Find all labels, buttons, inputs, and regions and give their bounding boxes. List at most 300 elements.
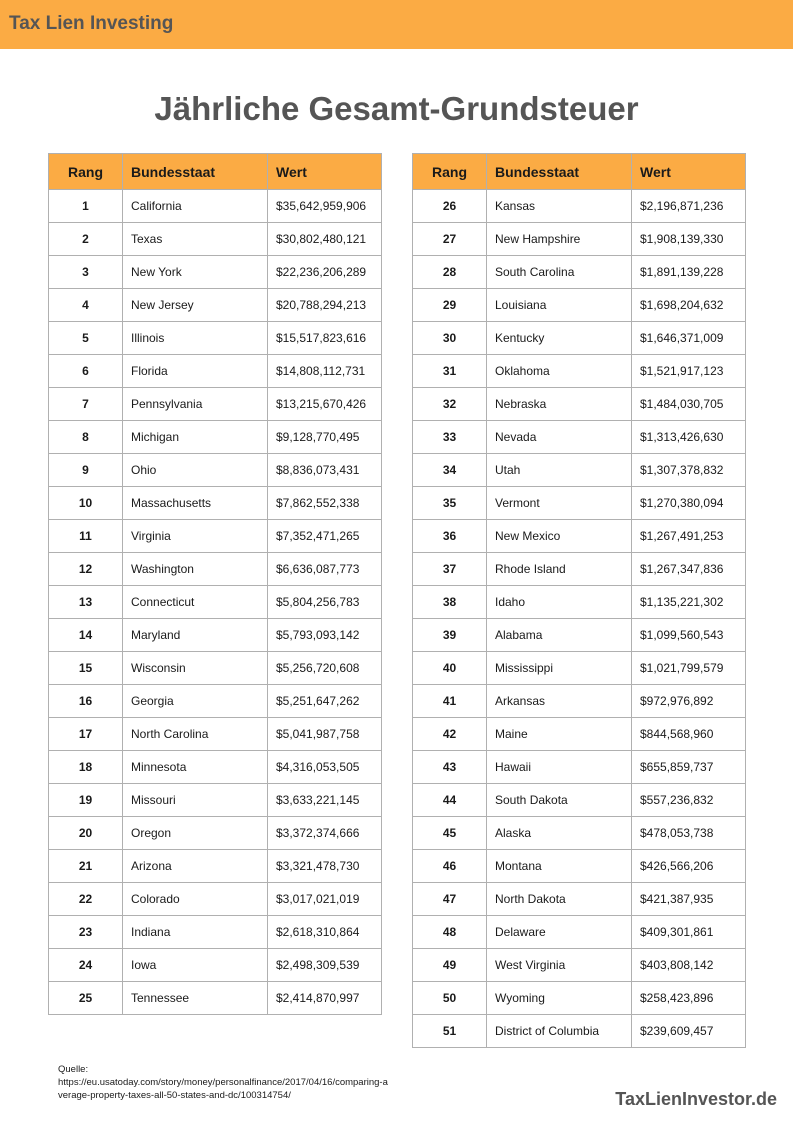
tax-value: $655,859,737 bbox=[640, 760, 714, 774]
state-cell bbox=[487, 520, 632, 553]
rank-cell: 4 bbox=[49, 289, 123, 322]
tax-value: $421,387,935 bbox=[640, 892, 714, 906]
rank-cell: 3 bbox=[49, 256, 123, 289]
value-cell bbox=[268, 553, 382, 586]
rank-cell: 45 bbox=[413, 817, 487, 850]
column-header-rank: Rang bbox=[413, 154, 487, 190]
value-cell bbox=[632, 817, 746, 850]
table-row bbox=[413, 256, 746, 289]
column-header-state bbox=[123, 154, 268, 190]
table-row bbox=[49, 388, 382, 421]
state-name: Texas bbox=[131, 232, 163, 246]
state-name: Pennsylvania bbox=[131, 397, 203, 411]
value-cell bbox=[268, 520, 382, 553]
state-name: Nevada bbox=[495, 430, 537, 444]
rank-cell: 38 bbox=[413, 586, 487, 619]
rank-cell: 51 bbox=[413, 1015, 487, 1048]
rank-cell: 25 bbox=[49, 982, 123, 1015]
rank-cell: 49 bbox=[413, 949, 487, 982]
state-name: Missouri bbox=[131, 793, 176, 807]
tax-value: $5,793,093,142 bbox=[276, 628, 360, 642]
state-name: Rhode Island bbox=[495, 562, 566, 576]
state-name: South Carolina bbox=[495, 265, 575, 279]
table-row bbox=[413, 817, 746, 850]
state-cell bbox=[123, 223, 268, 256]
value-cell bbox=[632, 487, 746, 520]
state-name: Montana bbox=[495, 859, 542, 873]
brand-name: Tax Lien Investing bbox=[9, 13, 174, 34]
state-name: Ohio bbox=[131, 463, 157, 477]
state-name: Utah bbox=[495, 463, 521, 477]
state-name: Georgia bbox=[131, 694, 174, 708]
value-cell bbox=[268, 421, 382, 454]
state-cell bbox=[123, 784, 268, 817]
table-row bbox=[49, 652, 382, 685]
tax-value: $409,301,861 bbox=[640, 925, 714, 939]
tax-value: $1,307,378,832 bbox=[640, 463, 724, 477]
state-cell bbox=[123, 619, 268, 652]
state-name: Mississippi bbox=[495, 661, 554, 675]
state-name: New York bbox=[131, 265, 182, 279]
value-cell bbox=[632, 652, 746, 685]
rank-cell: 34 bbox=[413, 454, 487, 487]
table-row bbox=[49, 223, 382, 256]
state-cell bbox=[487, 388, 632, 421]
tax-value: $1,521,917,123 bbox=[640, 364, 724, 378]
value-cell bbox=[268, 190, 382, 223]
table-row bbox=[413, 916, 746, 949]
state-cell bbox=[487, 718, 632, 751]
state-name: West Virginia bbox=[495, 958, 566, 972]
state-name: Nebraska bbox=[495, 397, 547, 411]
state-cell bbox=[487, 256, 632, 289]
table-row bbox=[49, 421, 382, 454]
table-row bbox=[49, 586, 382, 619]
state-cell bbox=[123, 355, 268, 388]
tax-value: $1,267,347,836 bbox=[640, 562, 724, 576]
table-row bbox=[413, 718, 746, 751]
value-cell bbox=[268, 289, 382, 322]
tax-value: $2,414,870,997 bbox=[276, 991, 360, 1005]
state-cell bbox=[123, 487, 268, 520]
state-name: California bbox=[131, 199, 182, 213]
tax-value: $2,196,871,236 bbox=[640, 199, 724, 213]
column-header-state bbox=[487, 154, 632, 190]
tax-value: $2,498,309,539 bbox=[276, 958, 360, 972]
table-row bbox=[49, 190, 382, 223]
source-url: https://eu.usatoday.com/story/money/personalfinance/2017/04/16/comparing-average-property-taxes-all-50-states-and-dc/100314754/ bbox=[58, 1077, 388, 1101]
rank-cell: 20 bbox=[49, 817, 123, 850]
tax-value: $7,862,552,338 bbox=[276, 496, 360, 510]
rank-cell: 36 bbox=[413, 520, 487, 553]
table-row bbox=[413, 421, 746, 454]
rank-cell: 26 bbox=[413, 190, 487, 223]
rank-cell: 30 bbox=[413, 322, 487, 355]
state-name: Maryland bbox=[131, 628, 181, 642]
rank-cell: 16 bbox=[49, 685, 123, 718]
value-cell bbox=[632, 553, 746, 586]
tax-value: $3,633,221,145 bbox=[276, 793, 360, 807]
state-cell bbox=[487, 850, 632, 883]
table-row bbox=[413, 388, 746, 421]
rank-cell: 5 bbox=[49, 322, 123, 355]
state-name: Wyoming bbox=[495, 991, 545, 1005]
rank-cell: 13 bbox=[49, 586, 123, 619]
tax-value: $9,128,770,495 bbox=[276, 430, 360, 444]
value-cell bbox=[632, 982, 746, 1015]
source-label: Quelle: bbox=[58, 1064, 89, 1075]
value-cell bbox=[632, 256, 746, 289]
rank-cell: 18 bbox=[49, 751, 123, 784]
rank-cell: 10 bbox=[49, 487, 123, 520]
rank-cell: 35 bbox=[413, 487, 487, 520]
rank-cell: 27 bbox=[413, 223, 487, 256]
state-cell bbox=[487, 553, 632, 586]
value-cell bbox=[268, 949, 382, 982]
rank-cell: 17 bbox=[49, 718, 123, 751]
state-name: Tennessee bbox=[131, 991, 190, 1005]
state-name: Louisiana bbox=[495, 298, 547, 312]
table-row bbox=[49, 322, 382, 355]
state-name: Florida bbox=[131, 364, 168, 378]
state-name: Alabama bbox=[495, 628, 543, 642]
value-cell bbox=[632, 916, 746, 949]
tax-value: $1,891,139,228 bbox=[640, 265, 724, 279]
value-cell bbox=[268, 355, 382, 388]
column-header-state-label: Bundesstaat bbox=[131, 163, 216, 180]
state-cell bbox=[123, 916, 268, 949]
tax-value: $557,236,832 bbox=[640, 793, 714, 807]
tax-value: $1,646,371,009 bbox=[640, 331, 724, 345]
table-row bbox=[413, 619, 746, 652]
state-cell bbox=[123, 553, 268, 586]
tax-value: $844,568,960 bbox=[640, 727, 714, 741]
table-row bbox=[413, 751, 746, 784]
table-row bbox=[413, 949, 746, 982]
state-cell bbox=[123, 982, 268, 1015]
state-cell bbox=[123, 718, 268, 751]
table-row bbox=[413, 322, 746, 355]
state-name: Vermont bbox=[495, 496, 540, 510]
table-row bbox=[413, 784, 746, 817]
value-cell bbox=[268, 256, 382, 289]
state-name: North Dakota bbox=[495, 892, 566, 906]
tax-value: $5,804,256,783 bbox=[276, 595, 360, 609]
state-cell bbox=[487, 817, 632, 850]
value-cell bbox=[632, 850, 746, 883]
state-name: Massachusetts bbox=[131, 496, 212, 510]
state-name: Hawaii bbox=[495, 760, 532, 774]
state-name: Maine bbox=[495, 727, 528, 741]
value-cell bbox=[268, 982, 382, 1015]
state-name: District of Columbia bbox=[495, 1024, 600, 1038]
rank-cell: 48 bbox=[413, 916, 487, 949]
table-row bbox=[49, 883, 382, 916]
value-cell bbox=[632, 289, 746, 322]
rank-cell: 33 bbox=[413, 421, 487, 454]
state-cell bbox=[487, 421, 632, 454]
table-row bbox=[49, 784, 382, 817]
tax-value: $6,636,087,773 bbox=[276, 562, 360, 576]
state-cell bbox=[487, 916, 632, 949]
state-name: Minnesota bbox=[131, 760, 187, 774]
state-cell bbox=[123, 289, 268, 322]
rank-cell: 15 bbox=[49, 652, 123, 685]
table-row bbox=[413, 883, 746, 916]
rank-cell: 7 bbox=[49, 388, 123, 421]
table-row bbox=[49, 982, 382, 1015]
state-cell bbox=[487, 751, 632, 784]
rank-cell: 2 bbox=[49, 223, 123, 256]
value-cell bbox=[632, 784, 746, 817]
table-header-row bbox=[413, 154, 746, 190]
table-row bbox=[49, 850, 382, 883]
value-cell bbox=[632, 454, 746, 487]
rank-cell: 22 bbox=[49, 883, 123, 916]
table-row bbox=[413, 982, 746, 1015]
rank-cell: 11 bbox=[49, 520, 123, 553]
rank-cell: 24 bbox=[49, 949, 123, 982]
state-cell bbox=[123, 586, 268, 619]
table-row bbox=[413, 355, 746, 388]
table-row bbox=[49, 685, 382, 718]
state-cell bbox=[123, 322, 268, 355]
state-cell bbox=[487, 355, 632, 388]
state-name: Alaska bbox=[495, 826, 532, 840]
state-name: Virginia bbox=[131, 529, 171, 543]
value-cell bbox=[632, 421, 746, 454]
tax-value: $7,352,471,265 bbox=[276, 529, 360, 543]
state-cell bbox=[487, 949, 632, 982]
rank-cell: 6 bbox=[49, 355, 123, 388]
state-cell bbox=[123, 421, 268, 454]
table-row bbox=[49, 256, 382, 289]
value-cell bbox=[268, 487, 382, 520]
state-name: Wisconsin bbox=[131, 661, 186, 675]
rank-cell: 21 bbox=[49, 850, 123, 883]
rank-cell: 40 bbox=[413, 652, 487, 685]
state-name: Colorado bbox=[131, 892, 180, 906]
source-note bbox=[58, 1063, 388, 1102]
tax-value: $3,321,478,730 bbox=[276, 859, 360, 873]
state-cell bbox=[123, 751, 268, 784]
state-name: Iowa bbox=[131, 958, 157, 972]
value-cell bbox=[632, 751, 746, 784]
state-cell bbox=[487, 223, 632, 256]
rank-cell: 37 bbox=[413, 553, 487, 586]
rank-cell: 28 bbox=[413, 256, 487, 289]
table-row bbox=[413, 487, 746, 520]
top-banner bbox=[0, 0, 793, 49]
state-cell bbox=[123, 652, 268, 685]
state-name: Connecticut bbox=[131, 595, 195, 609]
value-cell bbox=[268, 784, 382, 817]
tax-value: $1,135,221,302 bbox=[640, 595, 724, 609]
state-cell bbox=[487, 652, 632, 685]
table-row bbox=[413, 454, 746, 487]
state-cell bbox=[123, 883, 268, 916]
value-cell bbox=[632, 718, 746, 751]
tax-value: $403,808,142 bbox=[640, 958, 714, 972]
column-header-value-label: Wert bbox=[640, 163, 671, 180]
tax-value: $1,908,139,330 bbox=[640, 232, 724, 246]
rank-cell: 1 bbox=[49, 190, 123, 223]
tax-value: $5,251,647,262 bbox=[276, 694, 360, 708]
table-row bbox=[413, 223, 746, 256]
table-row bbox=[413, 1015, 746, 1048]
state-name: South Dakota bbox=[495, 793, 568, 807]
value-cell bbox=[632, 685, 746, 718]
tax-value: $478,053,738 bbox=[640, 826, 714, 840]
state-name: Arkansas bbox=[495, 694, 546, 708]
value-cell bbox=[268, 223, 382, 256]
value-cell bbox=[632, 883, 746, 916]
value-cell bbox=[632, 1015, 746, 1048]
tax-value: $972,976,892 bbox=[640, 694, 714, 708]
tax-value: $3,017,021,019 bbox=[276, 892, 360, 906]
table-row bbox=[413, 586, 746, 619]
table-row bbox=[49, 520, 382, 553]
value-cell bbox=[268, 916, 382, 949]
state-cell bbox=[123, 817, 268, 850]
rank-cell: 32 bbox=[413, 388, 487, 421]
rank-cell: 12 bbox=[49, 553, 123, 586]
rank-cell: 14 bbox=[49, 619, 123, 652]
table-row bbox=[413, 190, 746, 223]
state-cell bbox=[123, 850, 268, 883]
table-row bbox=[49, 487, 382, 520]
value-cell bbox=[268, 817, 382, 850]
tax-value: $1,270,380,094 bbox=[640, 496, 724, 510]
state-cell bbox=[487, 685, 632, 718]
state-cell bbox=[123, 256, 268, 289]
state-cell bbox=[487, 1015, 632, 1048]
rank-cell: 46 bbox=[413, 850, 487, 883]
tax-value: $1,484,030,705 bbox=[640, 397, 724, 411]
state-name: Kentucky bbox=[495, 331, 545, 345]
state-cell bbox=[487, 982, 632, 1015]
state-name: Washington bbox=[131, 562, 194, 576]
rank-cell: 47 bbox=[413, 883, 487, 916]
value-cell bbox=[268, 652, 382, 685]
site-name: TaxLienInvestor.de bbox=[615, 1089, 777, 1109]
tax-value: $22,236,206,289 bbox=[276, 265, 367, 279]
value-cell bbox=[632, 355, 746, 388]
column-header-value-label: Wert bbox=[276, 163, 307, 180]
state-name: New Jersey bbox=[131, 298, 194, 312]
value-cell bbox=[632, 520, 746, 553]
tax-value: $13,215,670,426 bbox=[276, 397, 367, 411]
rank-cell: 9 bbox=[49, 454, 123, 487]
ranking-table-right bbox=[412, 153, 746, 1048]
value-cell bbox=[268, 454, 382, 487]
tax-value: $14,808,112,731 bbox=[276, 364, 366, 378]
rank-cell: 44 bbox=[413, 784, 487, 817]
state-cell bbox=[123, 949, 268, 982]
state-cell bbox=[487, 619, 632, 652]
tax-value: $15,517,823,616 bbox=[276, 331, 367, 345]
state-cell bbox=[123, 454, 268, 487]
state-name: Idaho bbox=[495, 595, 526, 609]
state-cell bbox=[487, 784, 632, 817]
rank-cell: 8 bbox=[49, 421, 123, 454]
rank-cell: 43 bbox=[413, 751, 487, 784]
value-cell bbox=[268, 388, 382, 421]
value-cell bbox=[268, 685, 382, 718]
tax-value: $5,041,987,758 bbox=[276, 727, 360, 741]
state-cell bbox=[487, 322, 632, 355]
value-cell bbox=[268, 850, 382, 883]
state-name: Delaware bbox=[495, 925, 546, 939]
table-row bbox=[49, 718, 382, 751]
table-row bbox=[413, 520, 746, 553]
tax-value: $5,256,720,608 bbox=[276, 661, 360, 675]
table-row bbox=[49, 553, 382, 586]
rank-cell: 50 bbox=[413, 982, 487, 1015]
tax-value: $35,642,959,906 bbox=[276, 199, 367, 213]
value-cell bbox=[632, 388, 746, 421]
state-name: Arizona bbox=[131, 859, 172, 873]
column-header-state-label: Bundesstaat bbox=[495, 163, 580, 180]
tax-value: $239,609,457 bbox=[640, 1024, 714, 1038]
tax-value: $426,566,206 bbox=[640, 859, 714, 873]
state-cell bbox=[123, 190, 268, 223]
state-cell bbox=[123, 520, 268, 553]
tax-value: $3,372,374,666 bbox=[276, 826, 360, 840]
tax-value: $1,698,204,632 bbox=[640, 298, 724, 312]
rank-cell: 29 bbox=[413, 289, 487, 322]
state-name: Michigan bbox=[131, 430, 180, 444]
tax-value: $1,267,491,253 bbox=[640, 529, 724, 543]
column-header-value bbox=[268, 154, 382, 190]
value-cell bbox=[632, 949, 746, 982]
tax-value: $20,788,294,213 bbox=[276, 298, 367, 312]
table-row bbox=[49, 454, 382, 487]
value-cell bbox=[632, 223, 746, 256]
rank-cell: 31 bbox=[413, 355, 487, 388]
rank-cell: 19 bbox=[49, 784, 123, 817]
value-cell bbox=[268, 619, 382, 652]
table-row bbox=[49, 751, 382, 784]
value-cell bbox=[632, 190, 746, 223]
state-cell bbox=[487, 586, 632, 619]
column-header-rank: Rang bbox=[49, 154, 123, 190]
state-name: Indiana bbox=[131, 925, 171, 939]
table-header-row bbox=[49, 154, 382, 190]
tax-value: $30,802,480,121 bbox=[276, 232, 367, 246]
state-name: Kansas bbox=[495, 199, 536, 213]
table-row bbox=[413, 553, 746, 586]
ranking-table-left bbox=[48, 153, 382, 1015]
state-cell bbox=[123, 388, 268, 421]
table-row bbox=[49, 817, 382, 850]
value-cell bbox=[268, 751, 382, 784]
state-name: North Carolina bbox=[131, 727, 209, 741]
state-cell bbox=[487, 487, 632, 520]
tax-value: $1,099,560,543 bbox=[640, 628, 724, 642]
table-row bbox=[49, 289, 382, 322]
tax-value: $2,618,310,864 bbox=[276, 925, 360, 939]
rank-cell: 23 bbox=[49, 916, 123, 949]
table-row bbox=[413, 685, 746, 718]
tax-value: $8,836,073,431 bbox=[276, 463, 360, 477]
tax-value: $1,313,426,630 bbox=[640, 430, 724, 444]
tax-value: $1,021,799,579 bbox=[640, 661, 724, 675]
tax-value: $258,423,896 bbox=[640, 991, 714, 1005]
state-name: New Hampshire bbox=[495, 232, 581, 246]
value-cell bbox=[268, 322, 382, 355]
state-cell bbox=[123, 685, 268, 718]
